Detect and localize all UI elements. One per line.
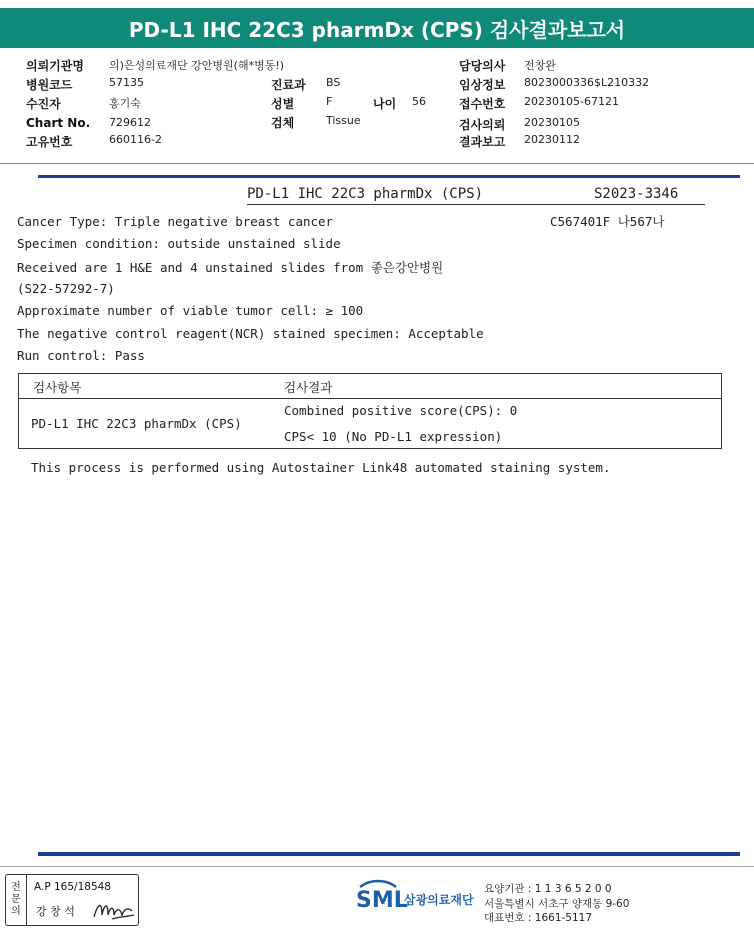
cancer-type-line: Cancer Type: Triple negative breast cancer: [17, 214, 334, 229]
process-note: This process is performed using Autostainer Link48 automated staining system.: [31, 460, 611, 475]
signature-icon: [92, 897, 136, 923]
received-slides-line: Received are 1 H&E and 4 unstained slides from 좋은강안병원: [17, 260, 444, 275]
receipt-no-label: 접수번호: [459, 97, 506, 111]
institution-code: 요양기관 : 1 1 3 6 5 2 0 0: [484, 883, 612, 895]
specimen-number: S2023-3346: [594, 186, 679, 202]
table-header-divider: [19, 398, 721, 399]
requesting-institution-label: 의뢰기관명: [26, 59, 84, 73]
address: 서울특별시 서초구 양재동 9-60: [484, 898, 630, 910]
table-result-interpretation: CPS< 10 (No PD-L1 expression): [284, 429, 503, 444]
body-bottom-rule: [38, 852, 740, 856]
heading-underline: [247, 204, 705, 205]
request-date-value: 20230105: [524, 116, 580, 129]
test-name-heading: PD-L1 IHC 22C3 pharmDx (CPS): [247, 186, 484, 202]
request-date-label: 검사의뢰: [459, 118, 506, 132]
organization-name: 삼광의료재단: [404, 893, 474, 907]
table-test-item: PD-L1 IHC 22C3 pharmDx (CPS): [31, 416, 242, 431]
unique-no-value: 660116-2: [109, 133, 162, 146]
pathologist-name: 강 창 석: [36, 905, 75, 918]
result-table: [18, 373, 722, 449]
chart-no-label: Chart No.: [26, 116, 91, 130]
pathologist-id: A.P 165/18548: [34, 881, 111, 893]
report-date-value: 20230112: [524, 133, 580, 146]
table-result-score: Combined positive score(CPS): 0: [284, 403, 518, 418]
phone-number: 대표번호 : 1661-5117: [484, 912, 593, 924]
vertical-char-2: 문: [11, 894, 21, 905]
body-top-rule: [38, 175, 740, 178]
header-divider: [0, 163, 754, 164]
receipt-no-value: 20230105-67121: [524, 95, 619, 108]
department-value: BS: [326, 76, 341, 89]
unique-no-label: 고유번호: [26, 135, 73, 149]
case-number-line: (S22-57292-7): [17, 281, 115, 296]
sex-value: F: [326, 95, 333, 108]
slide-id: C567401F 나567나: [550, 214, 665, 229]
report-title: [0, 8, 754, 48]
table-header-item: 검사항목: [33, 380, 82, 395]
vertical-char-3: 의: [11, 906, 21, 917]
physician-label: 담당의사: [459, 59, 506, 73]
report-title-text: PD-L1 IHC 22C3 pharmDx (CPS) 검사결과보고서: [128, 17, 626, 42]
age-value: 56: [412, 95, 426, 108]
specimen-label: 검체: [271, 116, 295, 130]
patient-name-value: 홍기숙: [109, 97, 141, 110]
footer-divider: [0, 866, 754, 867]
logo-text: SML: [356, 888, 408, 913]
report-date-label: 결과보고: [459, 135, 506, 149]
vertical-char-1: 전: [11, 882, 21, 893]
hospital-code-value: 57135: [109, 76, 144, 89]
specimen-value: Tissue: [326, 114, 361, 127]
chart-no-value: 729612: [109, 116, 151, 129]
clinical-info-label: 임상정보: [459, 78, 506, 92]
sex-label: 성별: [271, 97, 295, 111]
viable-tumor-line: Approximate number of viable tumor cell: ≥ 100: [17, 303, 364, 318]
specimen-condition-line: Specimen condition: outside unstained slide: [17, 236, 341, 251]
patient-name-label: 수진자: [26, 97, 61, 111]
signature-box: [5, 874, 139, 926]
physician-value: 전창완: [524, 59, 556, 72]
age-label: 나이: [373, 97, 397, 111]
hospital-code-label: 병원코드: [26, 78, 73, 92]
ncr-line: The negative control reagent(NCR) stained specimen: Acceptable: [17, 326, 484, 341]
run-control-line: Run control: Pass: [17, 348, 145, 363]
table-header-result: 검사결과: [284, 380, 333, 395]
requesting-institution-value: 의)은성의료재단 강안병원(해*병동!): [109, 59, 285, 72]
clinical-info-value: 8023000336$L210332: [524, 76, 650, 89]
specialist-vertical-label: [6, 875, 27, 925]
department-label: 진료과: [271, 78, 306, 92]
